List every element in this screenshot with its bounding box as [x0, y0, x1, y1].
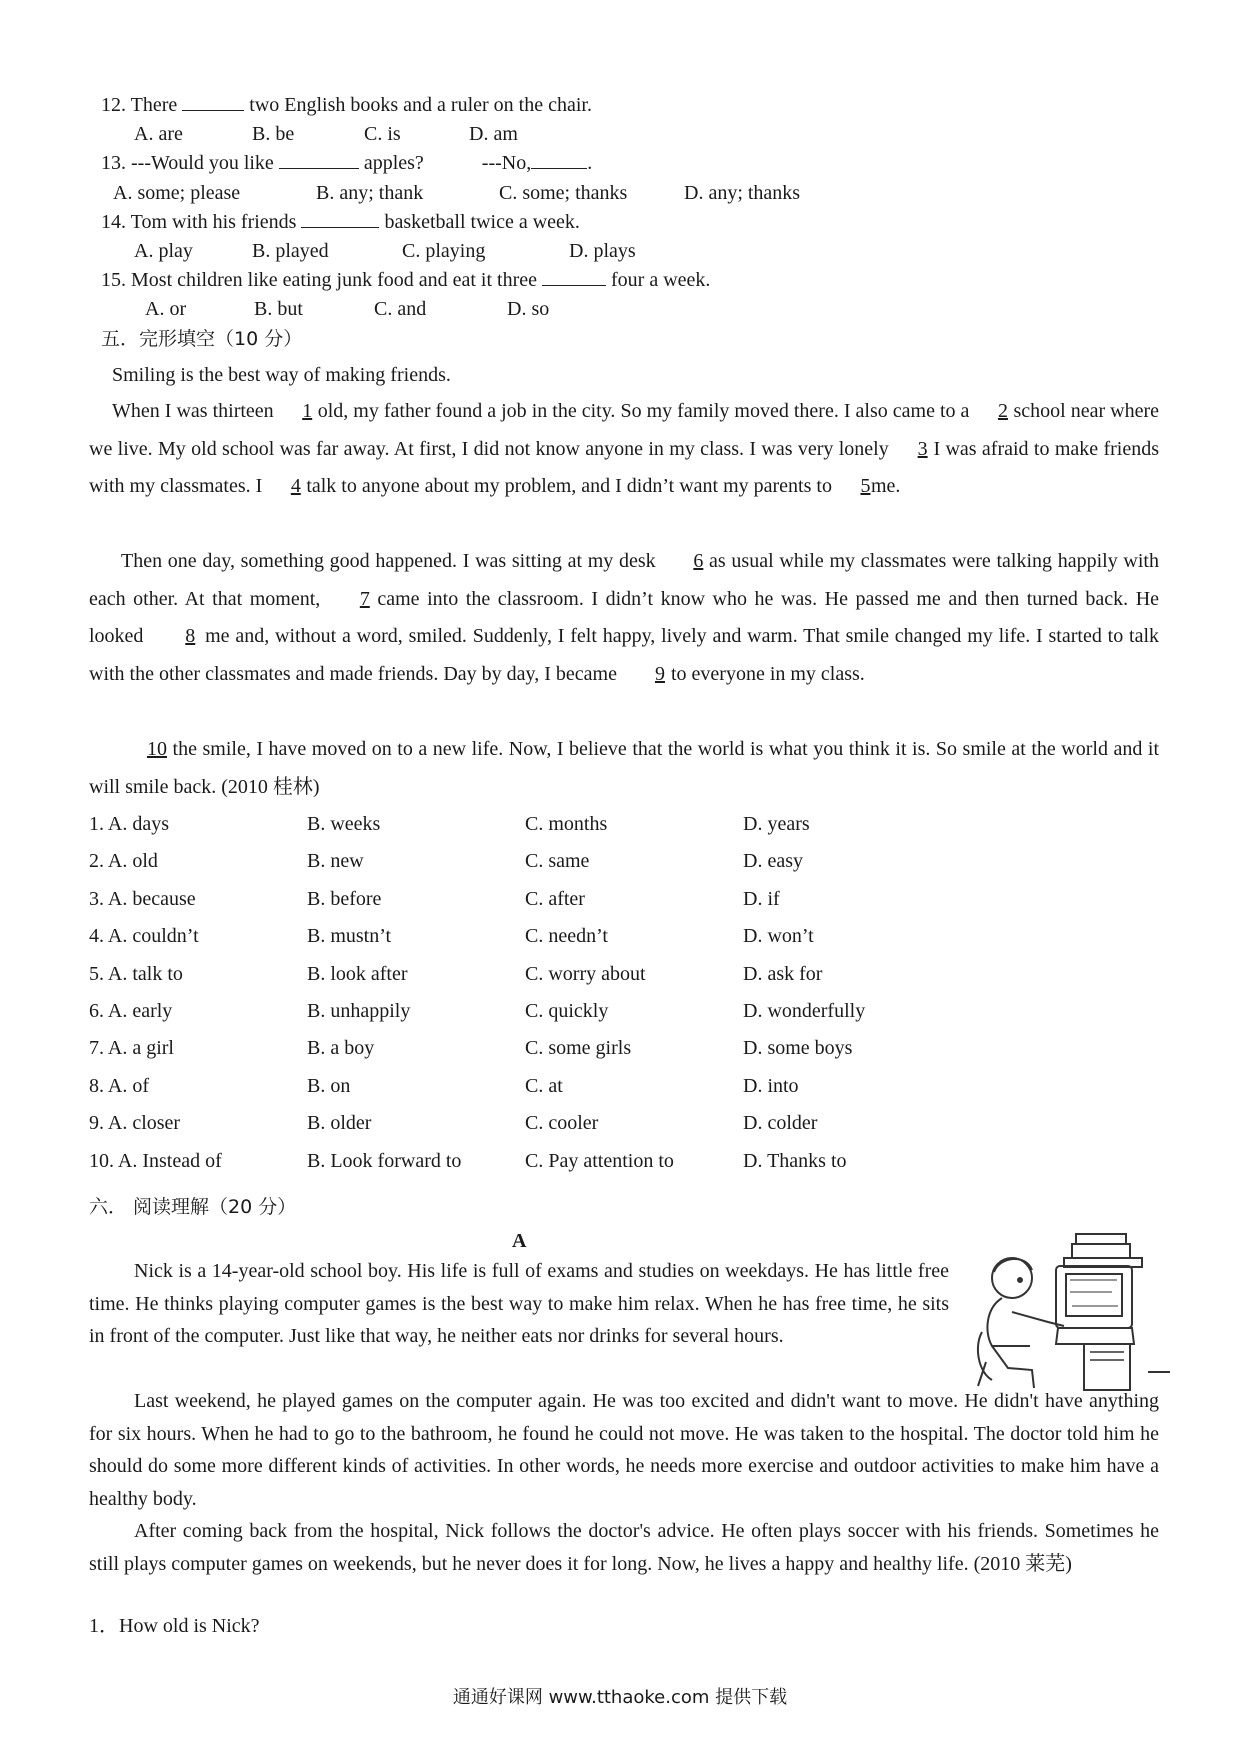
reading-question-1: 1．How old is Nick? [89, 1615, 260, 1637]
cloze-option: D. Thanks to [743, 1149, 847, 1172]
cloze-blank-7: 7 [359, 587, 370, 610]
text: talk to anyone about my problem, and I didn’t want my parents to [306, 475, 832, 497]
cloze-option: 4. A. couldn’t [89, 925, 199, 948]
option-c: C. and [374, 298, 427, 320]
cloze-option: D. won’t [743, 925, 814, 948]
answer-blank [301, 209, 379, 228]
section-title-reading: 六． 阅读理解（20 分） [89, 1196, 297, 1218]
cloze-paragraph-3 [89, 731, 1159, 806]
text: school near where we live. My old school was far away. At first, I did not know anyone in my class. I was very lonely [89, 400, 1160, 460]
question-text: 14. Tom with his friends [101, 211, 297, 233]
cloze-option: 7. A. a girl [89, 1037, 174, 1060]
option-a: A. play [134, 240, 193, 262]
cloze-option: B. unhappily [307, 1000, 411, 1022]
cloze-option: 6. A. early [89, 1000, 173, 1022]
cloze-option: C. months [525, 813, 608, 835]
cloze-option: C. some girls [525, 1037, 632, 1060]
question-14 [101, 209, 580, 235]
cloze-option: D. into [743, 1074, 799, 1097]
option-d: D. plays [569, 240, 636, 262]
text: I was afraid to make friends with my classmates. I [89, 437, 1160, 497]
option-d: D. any; thanks [684, 182, 801, 204]
option-a: A. some; please [113, 182, 241, 204]
text: Then one day, something good happened. I was sitting at my desk [121, 550, 656, 572]
question-text: 13. ---Would you like [101, 152, 274, 174]
cloze-option: 2. A. old [89, 850, 158, 873]
cloze-option: B. on [307, 1074, 351, 1097]
text: old, my father found a job in the city. So my family moved there. I also came to a [317, 400, 970, 422]
cloze-option: B. mustn’t [307, 925, 392, 948]
cloze-option: C. worry about [525, 962, 646, 985]
cloze-paragraph-2 [89, 543, 1159, 693]
cloze-option: B. before [307, 887, 382, 910]
cloze-blank-6: 6 [693, 550, 704, 572]
cloze-option: D. if [743, 887, 780, 910]
cloze-blank-8: 8 [185, 625, 196, 647]
cloze-option: 5. A. talk to [89, 962, 183, 985]
cloze-blank-10: 10 [147, 738, 167, 760]
boy-at-computer-illustration [972, 1222, 1174, 1392]
option-a: A. or [145, 298, 187, 320]
option-d: D. am [469, 123, 518, 145]
cloze-option: C. needn’t [525, 925, 608, 948]
passage-a-paragraph-3: After coming back from the hospital, Nick follows the doctor's advice. He often plays soccer with his friends. Sometimes he still plays computer games on weekends, but he never does it for long. Now, he lives a happy and healthy life. (2010 莱芜) [89, 1520, 1159, 1575]
cloze-blank-9: 9 [654, 662, 665, 685]
cloze-option: D. some boys [743, 1037, 853, 1060]
option-b: B. any; thank [316, 182, 424, 204]
cloze-option: D. years [743, 813, 810, 835]
text: me. [870, 475, 901, 497]
cloze-option: 9. A. closer [89, 1112, 181, 1135]
question-13 [101, 150, 592, 176]
question-text: basketball twice a week. [384, 211, 580, 233]
cloze-title: Smiling is the best way of making friends. [112, 364, 451, 386]
cloze-option: 8. A. of [89, 1074, 149, 1097]
cloze-option: C. after [525, 887, 585, 910]
cloze-option: D. ask for [743, 962, 823, 985]
cloze-option: 3. A. because [89, 887, 196, 910]
answer-blank [542, 267, 606, 286]
text: came into the classroom. I didn’t know who he was. He passed me and then turned back. He looked [89, 587, 1160, 647]
cloze-blank-1: 1 [302, 400, 313, 422]
cloze-option: D. easy [743, 850, 803, 873]
question-text: ---No, [481, 152, 532, 174]
answer-blank [531, 150, 587, 169]
text: to everyone in my class. [670, 662, 865, 685]
question-15 [101, 267, 710, 293]
page-footer: 通通好课网 www.tthaoke.com 提供下载 [452, 1687, 788, 1708]
cloze-option: B. Look forward to [307, 1149, 462, 1172]
cloze-option: 10. A. Instead of [89, 1149, 222, 1172]
question-12 [101, 92, 592, 118]
passage-label: A [512, 1230, 527, 1252]
cloze-option: B. new [307, 850, 364, 873]
question-text: two English books and a ruler on the chair. [249, 94, 592, 116]
cloze-option: C. at [525, 1074, 563, 1097]
cloze-paragraph-1 [89, 393, 1159, 506]
question-text: four a week. [611, 269, 711, 291]
answer-blank [279, 150, 359, 169]
cloze-option: D. colder [743, 1112, 818, 1135]
option-b: B. played [252, 240, 329, 262]
cloze-option: B. weeks [307, 813, 381, 835]
option-a: A. are [134, 123, 183, 145]
cloze-option: C. quickly [525, 1000, 609, 1022]
question-text: apples? [363, 152, 424, 174]
option-b: B. be [252, 123, 295, 145]
text: as usual while my classmates were talking happily with each other. At that moment, [89, 550, 1159, 610]
question-text: 15. Most children like eating junk food and eat it three [101, 269, 537, 291]
text: me and, without a word, smiled. Suddenly, I felt happy, lively and warm. That smile changed my life. I started to talk with the other classmates and made friends. Day by day, I became [89, 625, 1160, 685]
passage-a-paragraph-1: Nick is a 14-year-old school boy. His life is full of exams and studies on weekdays. He has little free time. He thinks playing computer games is the best way to make him relax. When he has free time, he sits in front of the computer. Just like that way, he neither eats nor drinks for several hours. [89, 1260, 949, 1347]
cloze-blank-2: 2 [997, 400, 1008, 422]
option-c: C. playing [402, 240, 486, 262]
option-c: C. some; thanks [499, 182, 628, 204]
text: the smile, I have moved on to a new life. Now, I believe that the world is what you think it is. So smile at the world and it will smile back. (2010 桂林) [89, 738, 1159, 798]
cloze-option: B. older [307, 1112, 372, 1135]
cloze-option: D. wonderfully [743, 1000, 866, 1022]
answer-blank [182, 92, 244, 111]
cloze-option: C. same [525, 850, 590, 873]
cloze-option: C. Pay attention to [525, 1149, 674, 1172]
text: When I was thirteen [112, 400, 274, 422]
question-text: 12. There [101, 94, 178, 116]
cloze-blank-5: 5 [860, 475, 871, 497]
period: . [587, 152, 593, 174]
option-c: C. is [364, 123, 401, 145]
cloze-option: 1. A. days [89, 813, 169, 835]
passage-a-paragraph-2: Last weekend, he played games on the computer again. He was too excited and didn't want to move. He didn't have anything for six hours. When he had to go to the bathroom, he found he could not move. He was taken to the hospital. The doctor told him he should do some more different kinds of activities. In other words, he needs more exercise and outdoor activities to make him have a healthy body. [89, 1390, 1159, 1510]
cloze-option: B. a boy [307, 1037, 375, 1060]
cloze-option: B. look after [307, 962, 408, 985]
option-d: D. so [507, 298, 550, 320]
cloze-option: C. cooler [525, 1112, 599, 1135]
section-title-cloze: 五．完形填空（10 分） [101, 328, 303, 350]
cloze-blank-3: 3 [917, 437, 928, 460]
cloze-blank-4: 4 [290, 475, 301, 497]
option-b: B. but [254, 298, 303, 320]
